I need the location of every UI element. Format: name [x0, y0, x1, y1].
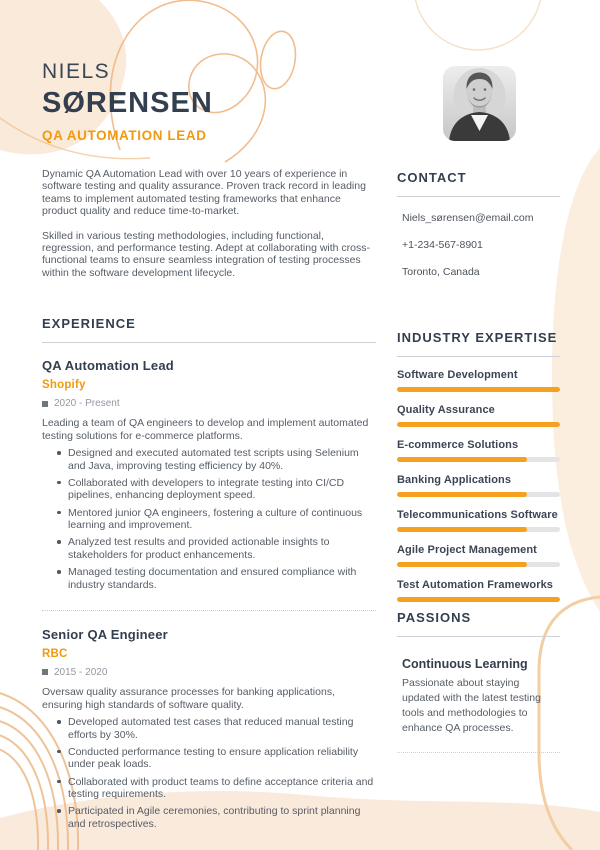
passions-section [397, 610, 560, 761]
summary-paragraph: Skilled in various testing methodologies, including functional, regression, and performance testing. Adept at collaborating with cross-functional teams to ensure seamless integration of testing processes within the software development lifecycle. [42, 229, 371, 279]
job-divider [42, 610, 376, 611]
passion-item [397, 657, 560, 736]
job-dates-label: 2020 - Present [54, 398, 120, 409]
skill-name: Banking Applications [397, 474, 512, 486]
first-name: NIELS [42, 60, 111, 83]
skill-name: Telecommunications Software [397, 509, 558, 521]
faint-circle [414, 0, 542, 50]
job-dates [42, 398, 376, 409]
job-bullet-list [42, 447, 376, 591]
skill-progress-track [397, 422, 560, 427]
industry-expertise-heading: INDUSTRY EXPERTISE [397, 330, 560, 357]
last-name: SØRENSEN [42, 87, 213, 119]
calendar-square-icon [42, 669, 48, 675]
passion-description: Passionate about staying updated with the latest testing tools and methodologies to enhance QA processes. [402, 677, 541, 734]
contact-items [397, 212, 560, 278]
skill-progress-track [397, 527, 560, 532]
job-entry [42, 627, 376, 830]
passion-title: Continuous Learning [402, 657, 528, 671]
skill-progress-fill [397, 562, 527, 567]
job-bullet: Conducted performance testing to ensure application reliability under peak loads. [42, 746, 376, 771]
passions-heading: PASSIONS [397, 610, 560, 637]
skill-progress-fill [397, 492, 527, 497]
job-company: Shopify [42, 379, 86, 391]
job-summary: Leading a team of QA engineers to develop and implement automated testing solutions for e-commerce platforms. [42, 417, 369, 442]
job-title: Senior QA Engineer [42, 626, 168, 642]
job-bullet: Designed and executed automated test scripts using Selenium and Java, improving testing efficiency by 40%. [42, 447, 376, 472]
job-company: RBC [42, 647, 68, 660]
skill-progress-track [397, 387, 560, 392]
job-bullet: Developed automated test cases that reduced manual testing efforts by 30%. [42, 716, 376, 741]
job-bullet: Collaborated with product teams to define acceptance criteria and testing requirements. [42, 776, 376, 801]
skill-row [397, 474, 560, 497]
job-bullet: Analyzed test results and provided actionable insights to stakeholders for product enhancements. [42, 536, 376, 561]
skill-progress-fill [397, 387, 560, 392]
skill-name: Agile Project Management [397, 544, 537, 556]
job-bullet: Participated in Agile ceremonies, contributing to sprint planning and retrospectives. [42, 805, 376, 830]
portrait-photo [443, 66, 516, 141]
job-bullet-list [42, 716, 376, 830]
skill-progress-track [397, 597, 560, 602]
job-entry [42, 358, 376, 591]
header [42, 60, 376, 279]
job-title: QA Automation Lead [42, 358, 174, 373]
skill-row [397, 404, 560, 427]
skill-row [397, 544, 560, 567]
skill-name: E-commerce Solutions [397, 439, 519, 451]
contact-phone: +1-234-567-8901 [402, 239, 483, 251]
job-dates-label: 2015 - 2020 [54, 666, 108, 678]
experience-section [42, 316, 376, 830]
skill-row [397, 439, 560, 462]
skill-progress-fill [397, 527, 527, 532]
skill-row [397, 579, 560, 602]
contact-heading: CONTACT [397, 170, 560, 197]
job-dates [42, 667, 376, 678]
industry-expertise-section [397, 330, 560, 602]
headline-job-title: QA AUTOMATION LEAD [42, 128, 207, 143]
profile-photo [443, 66, 516, 141]
contact-section [397, 170, 560, 278]
skill-progress-track [397, 492, 560, 497]
skill-progress-track [397, 562, 560, 567]
skill-progress-track [397, 457, 560, 462]
skill-name: Test Automation Frameworks [397, 579, 554, 591]
skill-row [397, 509, 560, 532]
job-bullet: Managed testing documentation and ensured compliance with industry standards. [42, 566, 376, 591]
contact-email: Niels_sørensen@email.com [402, 212, 534, 224]
skill-progress-fill [397, 422, 560, 427]
experience-heading: EXPERIENCE [42, 316, 376, 343]
passion-divider [397, 752, 560, 753]
calendar-square-icon [42, 401, 48, 407]
skill-name: Quality Assurance [397, 404, 495, 416]
contact-location: Toronto, Canada [402, 266, 480, 278]
summary-paragraph: Dynamic QA Automation Lead with over 10 years of experience in software testing and quality assurance. Proven track record in leading teams to implement automated testing frameworks that enhance product quality and reduce time-to-market. [42, 168, 366, 218]
job-summary: Oversaw quality assurance processes for banking applications, ensuring high standards of software quality. [42, 685, 335, 711]
skill-row [397, 369, 560, 392]
skill-progress-fill [397, 597, 560, 602]
skill-name: Software Development [397, 369, 518, 381]
job-bullet: Mentored junior QA engineers, fostering a culture of continuous learning and improvement. [42, 507, 376, 532]
skill-progress-fill [397, 457, 527, 462]
job-bullet: Collaborated with developers to integrate testing into CI/CD pipelines, enhancing deployment speed. [42, 477, 376, 502]
